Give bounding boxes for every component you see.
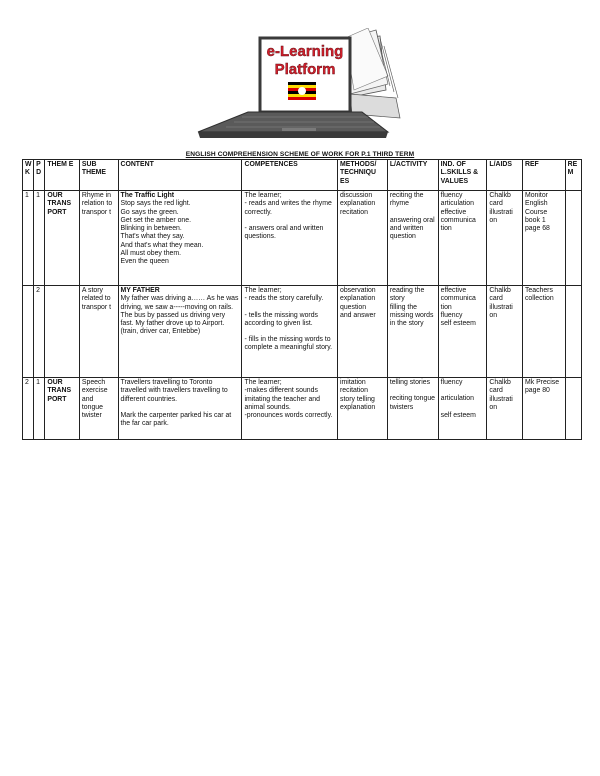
header-subtheme: SUB THEME: [79, 160, 118, 191]
cell-subtheme: A story related to transpor t: [79, 286, 118, 378]
method-line: observation: [340, 287, 376, 294]
header-ref: REF: [522, 160, 565, 191]
spacer: [244, 328, 335, 336]
table-header-row: [23, 160, 582, 191]
content-line: Go says the green.: [120, 208, 179, 216]
cell-wk: 2: [23, 378, 34, 440]
scheme-of-work-table: [22, 159, 582, 440]
cell-pd: 1: [34, 191, 45, 286]
content-line: My father was driving a…… As he was driving, we saw a-----moving on rails. The bus by passed us driving very fast. My father drove up to Airport. (train, driver car, Entebbe): [120, 295, 239, 336]
cell-aids: Chalkb card illustrati on: [487, 378, 523, 440]
cell-subtheme: Rhyme in relation to transpor t: [79, 191, 118, 286]
spacer: [390, 387, 436, 395]
table-row: [23, 286, 582, 378]
spacer: [441, 404, 485, 412]
cell-rem: [565, 286, 581, 378]
content-line: All must obey them.: [120, 250, 182, 258]
method-line: question: [340, 303, 367, 311]
competence-line: -makes different sounds imitating the teacher and animal sounds.: [244, 387, 320, 411]
spacer: [441, 387, 485, 395]
method-line: story telling: [340, 395, 375, 403]
header-rem: RE M: [565, 160, 581, 191]
indicator-line: fluency: [440, 192, 463, 199]
content-line: Blinking in between.: [120, 225, 182, 233]
header-methods: METHODS/ TECHNIQU ES: [338, 160, 388, 191]
cell-theme: OUR TRANS PORT: [45, 378, 80, 440]
method-line: recitation: [340, 387, 368, 395]
header-indicators: IND. OF L.SKILLS & VALUES: [438, 160, 487, 191]
cell-activity: [387, 286, 438, 378]
laptop-book-icon: [190, 28, 412, 146]
cell-ref: Monitor English Course book 1 page 68: [522, 191, 565, 286]
content-line: Even the queen: [120, 258, 169, 266]
spacer: [390, 209, 436, 217]
activity-line: filling the missing words in the story: [389, 303, 434, 328]
method-line: discussion: [340, 192, 373, 199]
indicator-line: self esteem: [440, 320, 476, 328]
cell-content: [118, 378, 242, 440]
cell-competences: [242, 191, 338, 286]
header-content: CONTENT: [118, 160, 242, 191]
uganda-flag-icon: [288, 82, 316, 100]
activity-line: answering oral and written question: [389, 216, 435, 241]
competence-line: The learner;: [244, 192, 282, 199]
spacer: [121, 404, 240, 412]
method-line: explanation: [340, 200, 376, 208]
cell-indicators: [438, 378, 487, 440]
cell-aids: Chalkb card illustrati on: [487, 286, 523, 378]
header-aids: L/AIDS: [487, 160, 523, 191]
content-title: MY FATHER: [120, 287, 160, 294]
header-pd: P D: [34, 160, 45, 191]
table-row: [23, 378, 582, 440]
header-wk: W K: [23, 160, 34, 191]
method-line: explanation: [340, 403, 376, 411]
logo-line2: Platform: [274, 61, 336, 78]
cell-wk: [23, 286, 34, 378]
indicator-line: fluency: [440, 379, 463, 386]
cell-theme: OUR TRANS PORT: [45, 191, 80, 286]
content-line: That's what they say.: [120, 233, 185, 241]
indicator-line: effective communica tion: [440, 208, 476, 233]
cell-methods: [338, 191, 388, 286]
table-row: [23, 191, 582, 286]
competence-line: - reads the story carefully.: [244, 295, 324, 303]
competence-line: - answers oral and written questions.: [244, 224, 324, 241]
cell-rem: [565, 378, 581, 440]
cell-subtheme: Speech exercise and tongue twister: [79, 378, 118, 440]
activity-line: reciting the rhyme: [389, 192, 424, 208]
method-line: imitation: [340, 379, 366, 386]
method-line: explanation: [340, 295, 376, 303]
competence-line: - reads and writes the rhyme correctly.: [244, 200, 332, 216]
cell-ref: Teachers collection: [522, 286, 565, 378]
activity-line: telling stories: [389, 379, 431, 386]
logo-line1: e-Learning: [266, 43, 344, 60]
indicator-line: fluency: [440, 311, 463, 319]
content-title: The Traffic Light: [120, 192, 175, 199]
cell-competences: [242, 378, 338, 440]
cell-activity: [387, 378, 438, 440]
cell-methods: [338, 286, 388, 378]
cell-ref: Mk Precise page 80: [522, 378, 565, 440]
content-line: Travellers travelling to Toronto travelled with travellers travelling to different countries.: [120, 379, 228, 403]
e-learning-logo: [190, 28, 412, 146]
spacer: [244, 304, 335, 312]
activity-line: reading the story: [389, 287, 425, 303]
competence-line: - tells the missing words according to given list.: [244, 311, 319, 327]
cell-activity: [387, 191, 438, 286]
cell-aids: Chalkb card illustrati on: [487, 191, 523, 286]
cell-methods: [338, 378, 388, 440]
content-line: Stop says the red light.: [120, 200, 191, 208]
cell-competences: [242, 286, 338, 378]
cell-wk: 1: [23, 191, 34, 286]
indicator-line: self esteem: [440, 411, 476, 419]
document-title: ENGLISH COMPREHENSION SCHEME OF WORK FOR P.1 THIRD TERM: [185, 151, 415, 158]
method-line: and answer: [340, 311, 376, 319]
cell-pd: 1: [34, 378, 45, 440]
cell-pd: 2: [34, 286, 45, 378]
competence-line: -pronounces words correctly.: [244, 412, 333, 420]
header-activity: L/ACTIVITY: [387, 160, 438, 191]
cell-indicators: [438, 191, 487, 286]
competence-line: The learner;: [244, 287, 282, 294]
header-theme: THEM E: [45, 160, 80, 191]
content-line: Mark the carpenter parked his car at the far car park.: [120, 411, 232, 428]
content-line: Get set the amber one.: [120, 216, 191, 224]
cell-content: [118, 286, 242, 378]
content-line: And that's what they mean.: [120, 241, 204, 249]
spacer: [244, 217, 335, 225]
indicator-line: articulation: [440, 200, 474, 208]
competence-line: - fills in the missing words to complete a meaningful story.: [244, 336, 333, 352]
header-competences: COMPETENCES: [242, 160, 338, 191]
activity-line: reciting tongue twisters: [389, 395, 436, 411]
cell-theme: [45, 286, 80, 378]
cell-content: [118, 191, 242, 286]
cell-rem: [565, 191, 581, 286]
indicator-line: articulation: [440, 395, 474, 403]
cell-indicators: [438, 286, 487, 378]
competence-line: The learner;: [244, 379, 282, 386]
indicator-line: effective communica tion: [440, 287, 476, 311]
method-line: recitation: [340, 208, 368, 216]
